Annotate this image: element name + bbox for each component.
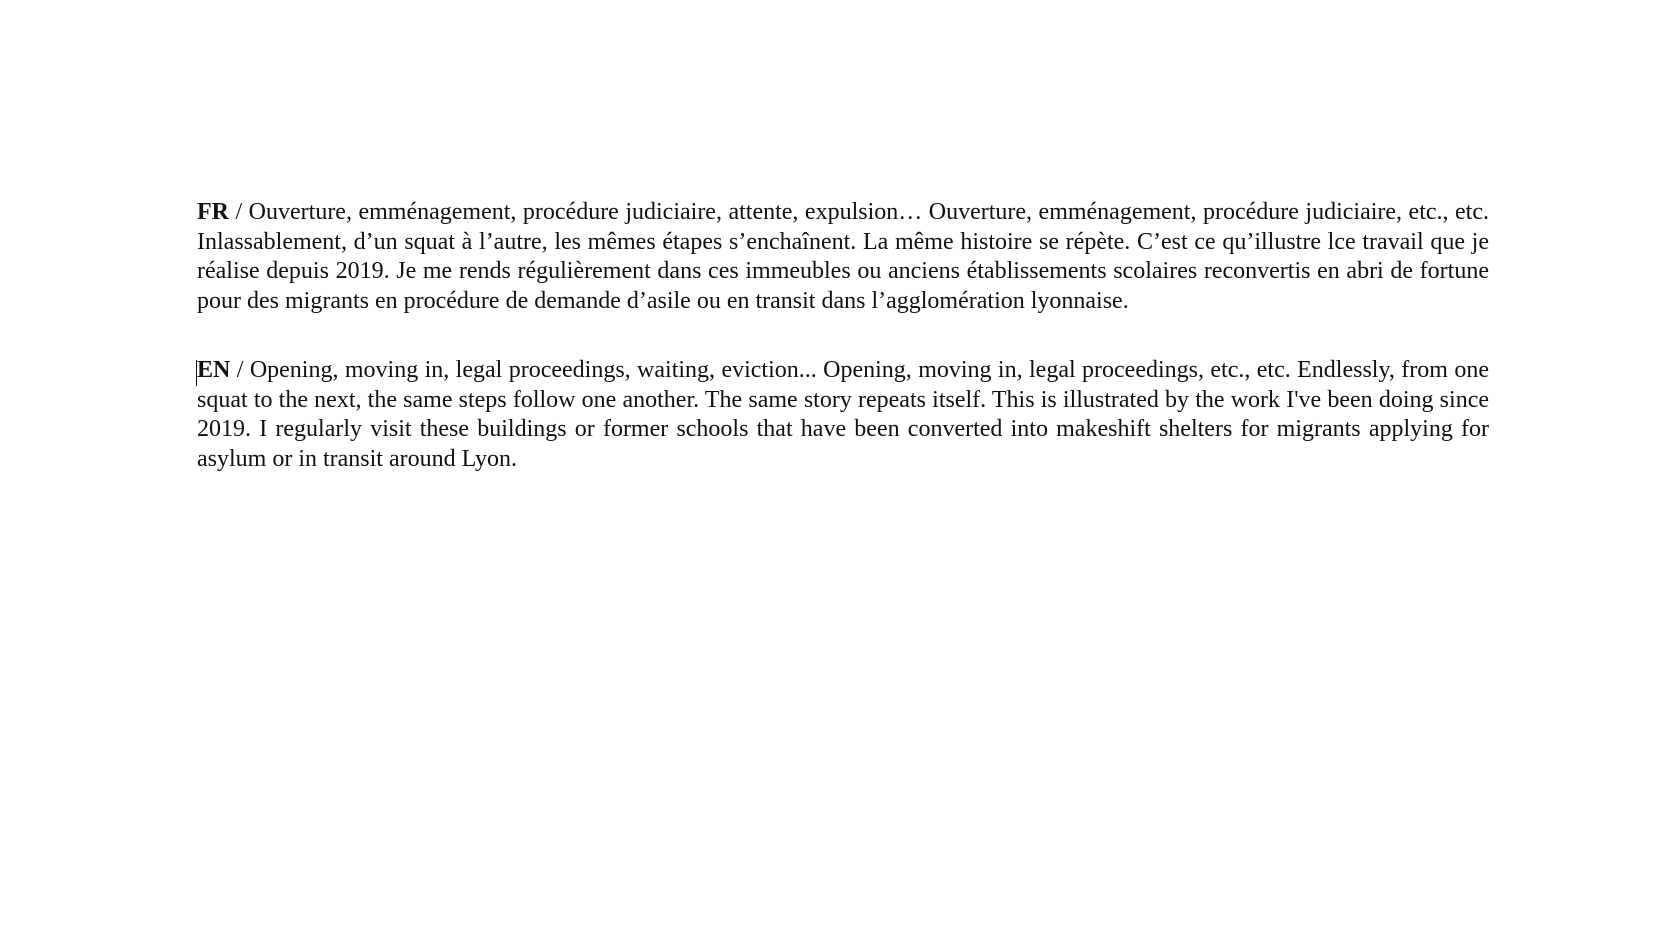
separator-en: /	[230, 357, 250, 383]
lang-code-fr: FR	[197, 199, 229, 225]
lang-code-en: EN	[197, 357, 231, 383]
paragraph-en[interactable]	[197, 356, 1489, 474]
paragraph-fr[interactable]	[197, 198, 1489, 316]
paragraph-text-en: Opening, moving in, legal proceedings, waiting, eviction... Opening, moving in, legal proceedings, etc., etc. Endlessly, from one squat to the next, the same steps follow one another. The same story repeats itself. This is illustrated by the work I've been doing since 2019. I regularly visit these buildings or former schools that have been converted into makeshift shelters for migrants applying for asylum or in transit around Lyon.	[197, 357, 1489, 472]
text-cursor	[196, 360, 197, 386]
separator-fr: /	[229, 199, 249, 225]
paragraph-text-fr: Ouverture, emménagement, procédure judiciaire, attente, expulsion… Ouverture, emménagement, procédure judiciaire, etc., etc. Inlassablement, d’un squat à l’autre, les mêmes étapes s’enchaînent. La même histoire se répète. C’est ce qu’illustre lce travail que je réalise depuis 2019. Je me rends régulièrement dans ces immeubles ou anciens établissements scolaires reconvertis en abri de fortune pour des migrants en procédure de demande d’asile ou en transit dans l’agglomération lyonnaise.	[197, 199, 1489, 314]
